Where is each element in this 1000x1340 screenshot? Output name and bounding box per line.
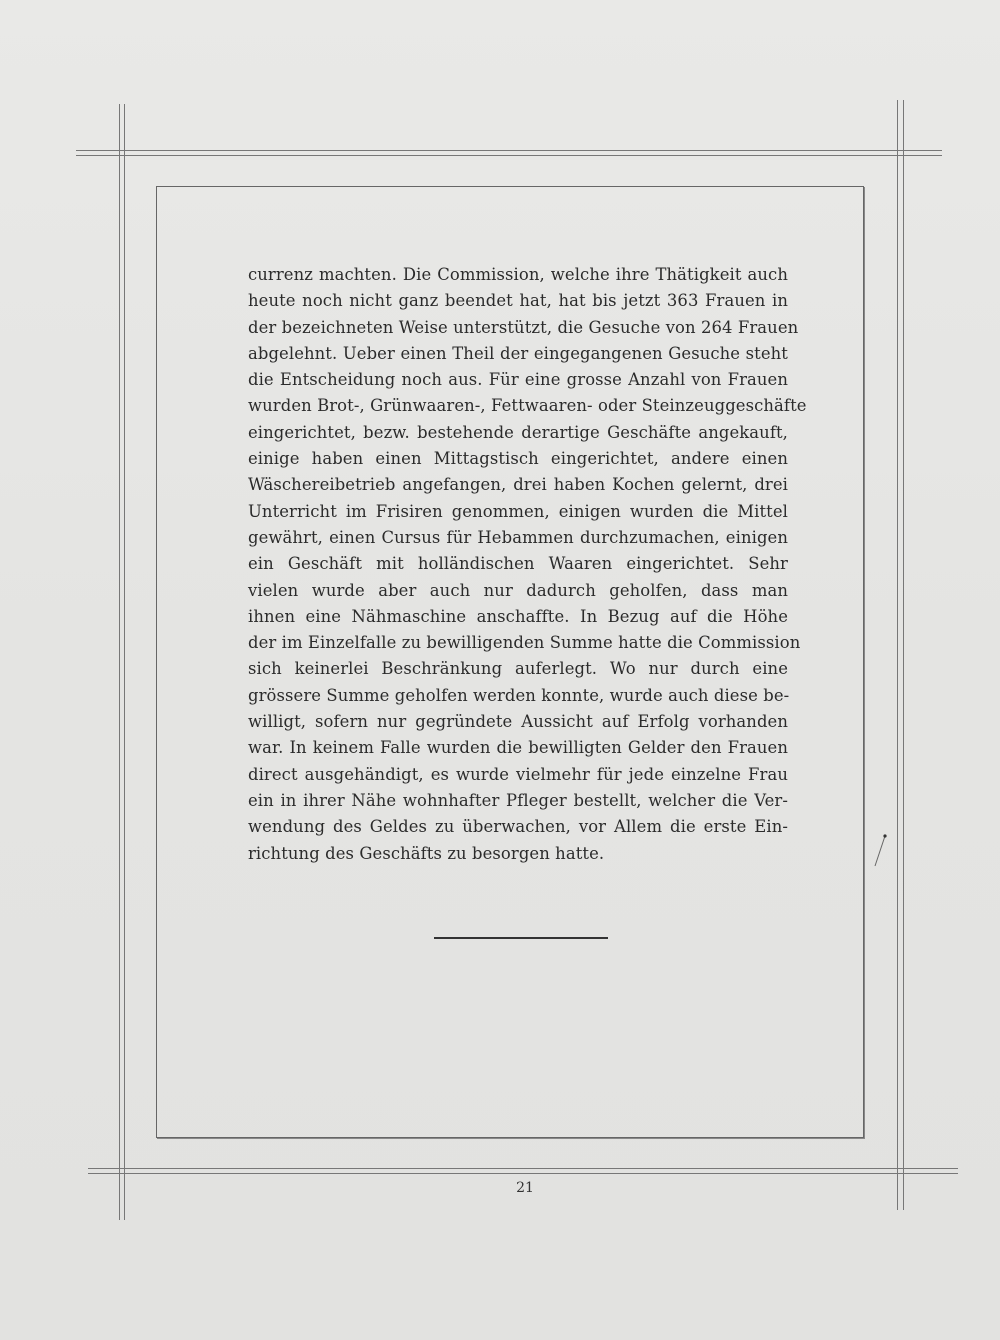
text-line: currenz machten. Die Commission, welche ihre Thätigkeit auch [248, 265, 788, 284]
text-line: ihnen eine Nähmaschine anschaffte. In Bezug auf die Höhe [248, 606, 788, 626]
frame-rule-right-outer [897, 100, 898, 1210]
text-line: der im Einzelfalle zu bewilligenden Summe hatte die Commission [248, 633, 801, 653]
text-line: gewährt, einen Cursus für Hebammen durchzumachen, einigen [248, 527, 788, 547]
text-line: grössere Summe geholfen werden konnte, wurde auch diese be- [248, 685, 790, 705]
text-line: wurden Brot-, Grünwaaren-, Fettwaaren- oder Steinzeuggeschäfte [248, 396, 807, 416]
text-line: Wäschereibetrieb angefangen, drei haben Kochen gelernt, drei [248, 475, 788, 495]
frame-rule-right-inner [903, 100, 904, 1210]
frame-rule-top-outer [76, 150, 942, 151]
text-line: eingerichtet, bezw. bestehende derartige Geschäfte angekauft, [248, 422, 788, 442]
frame-rule-left-inner [124, 104, 125, 1220]
frame-rule-left-outer [119, 104, 120, 1220]
text-line: einige haben einen Mittagstisch eingerichtet, andere einen [248, 449, 788, 469]
text-line: der bezeichneten Weise unterstützt, die Gesuche von 264 Frauen [248, 317, 799, 337]
text-line: heute noch nicht ganz beendet hat, hat bis jetzt 363 Frauen in [248, 291, 788, 311]
margin-pencil-mark [872, 834, 888, 868]
body-paragraph [248, 262, 807, 867]
text-line-last: richtung des Geschäfts zu besorgen hatte. [248, 843, 605, 863]
page-number: 21 [516, 1180, 534, 1196]
frame-rule-top-inner [76, 155, 942, 156]
text-line: willigt, sofern nur gegründete Aussicht auf Erfolg vorhanden [248, 712, 788, 732]
text-line: Unterricht im Frisiren genommen, einigen wurden die Mittel [248, 501, 788, 521]
text-line: sich keinerlei Beschränkung auferlegt. Wo nur durch eine [248, 659, 788, 679]
text-line: ein Geschäft mit holländischen Waaren eingerichtet. Sehr [248, 554, 788, 574]
section-end-rule [434, 937, 608, 939]
frame-rule-bottom-outer [88, 1168, 958, 1169]
text-line: war. In keinem Falle wurden die bewilligten Gelder den Frauen [248, 738, 788, 758]
text-line: direct ausgehändigt, es wurde vielmehr für jede einzelne Frau [248, 764, 788, 784]
text-line: vielen wurde aber auch nur dadurch geholfen, dass man [248, 580, 788, 600]
text-line: die Entscheidung noch aus. Für eine grosse Anzahl von Frauen [248, 370, 788, 390]
frame-rule-bottom-inner [88, 1173, 958, 1174]
text-line: abgelehnt. Ueber einen Theil der eingegangenen Gesuche steht [248, 343, 788, 363]
text-line: wendung des Geldes zu überwachen, vor Allem die erste Ein- [248, 817, 788, 837]
text-line: ein in ihrer Nähe wohnhafter Pfleger bestellt, welcher die Ver- [248, 790, 788, 810]
